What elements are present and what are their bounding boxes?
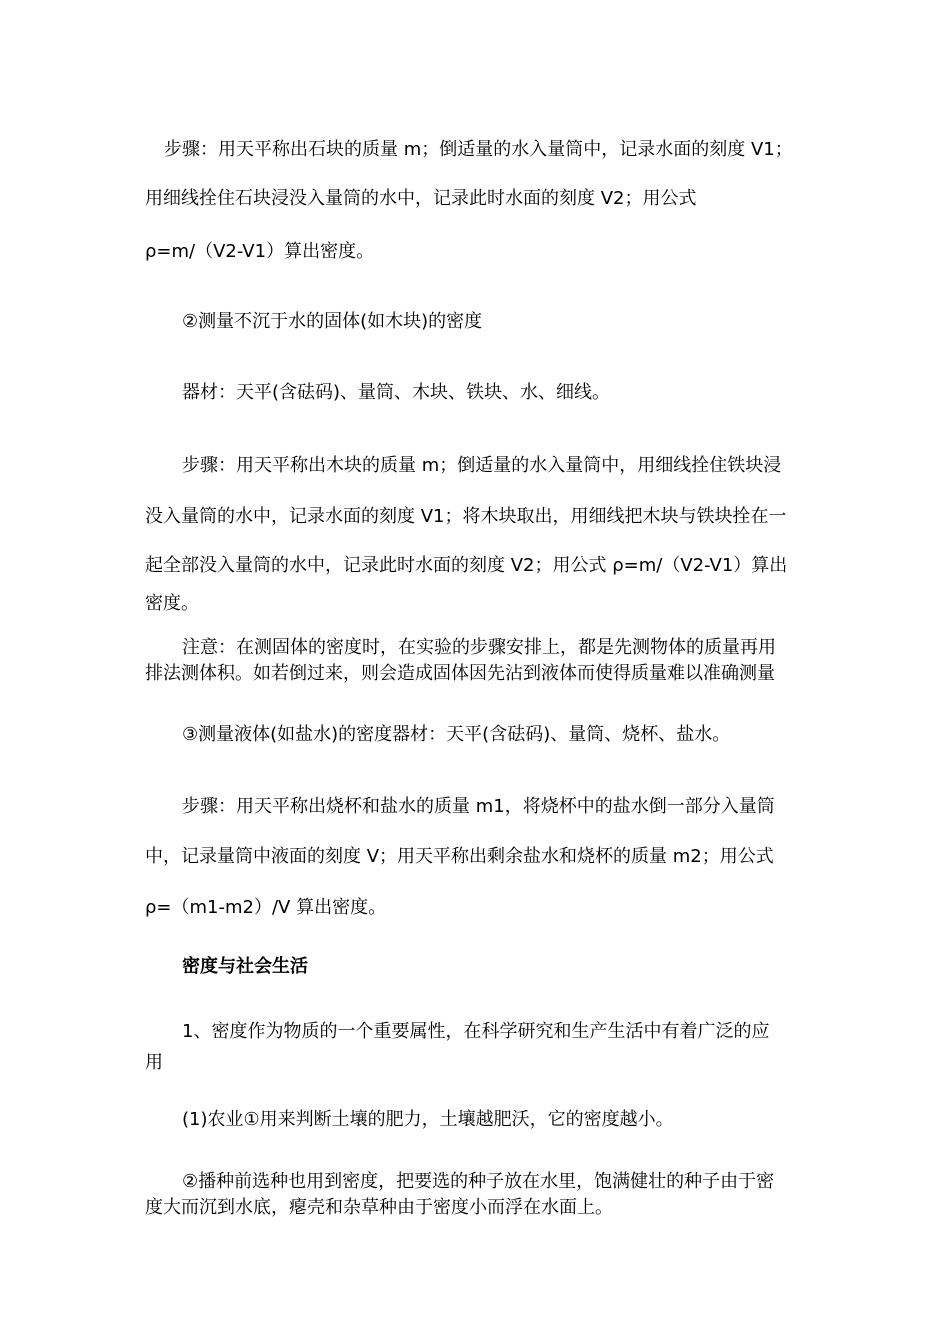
text-line: 步骤：用天平称出烧杯和盐水的质量 m1，将烧杯中的盐水倒一部分入量筒 [182, 796, 775, 817]
text-line: 步骤：用天平称出石块的质量 m；倒适量的水入量筒中，记录水面的刻度 V1； [164, 139, 793, 160]
text-line: 注意：在测固体的密度时，在实验的步骤安排上，都是先测物体的质量再用 [182, 637, 776, 658]
text-line: ρ=（m1-m2）/V 算出密度。 [145, 897, 387, 918]
text-line: 度大而沉到水底，瘪壳和杂草种由于密度小而浮在水面上。 [145, 1197, 613, 1218]
text-line: 排法测体积。如若倒过来，则会造成固体因先沾到液体而使得质量难以准确测量 [145, 663, 775, 684]
text-line: ②播种前选种也用到密度，把要选的种子放在水里，饱满健壮的种子由于密 [182, 1171, 775, 1192]
section-heading: ③测量液体(如盐水)的密度器材：天平(含砝码)、量筒、烧杯、盐水。 [182, 724, 731, 745]
text-line: 1、密度作为物质的一个重要属性，在科学研究和生产生活中有着广泛的应 [182, 1021, 770, 1042]
text-line: 步骤：用天平称出木块的质量 m；倒适量的水入量筒中，用细线拴住铁块浸 [182, 455, 782, 476]
text-line: 中，记录量筒中液面的刻度 V；用天平称出剩余盐水和烧杯的质量 m2；用公式 [145, 846, 774, 867]
section-heading: ②测量不沉于水的固体(如木块)的密度 [182, 311, 483, 332]
text-line: 起全部没入量筒的水中，记录此时水面的刻度 V2；用公式 ρ=m/（V2-V1）算出 [145, 555, 788, 576]
text-line: ρ=m/（V2-V1）算出密度。 [145, 241, 375, 262]
text-line: (1)农业①用来判断土壤的肥力，土壤越肥沃，它的密度越小。 [182, 1109, 674, 1130]
text-line: 密度。 [145, 593, 199, 614]
text-line: 用细线拴住石块浸没入量筒的水中，记录此时水面的刻度 V2；用公式 [145, 188, 697, 209]
section-title: 密度与社会生活 [182, 956, 308, 977]
text-line: 用 [145, 1052, 163, 1073]
text-line: 没入量筒的水中，记录水面的刻度 V1；将木块取出，用细线把木块与铁块拴在一 [145, 506, 787, 527]
text-line: 器材：天平(含砝码)、量筒、木块、铁块、水、细线。 [182, 382, 611, 403]
